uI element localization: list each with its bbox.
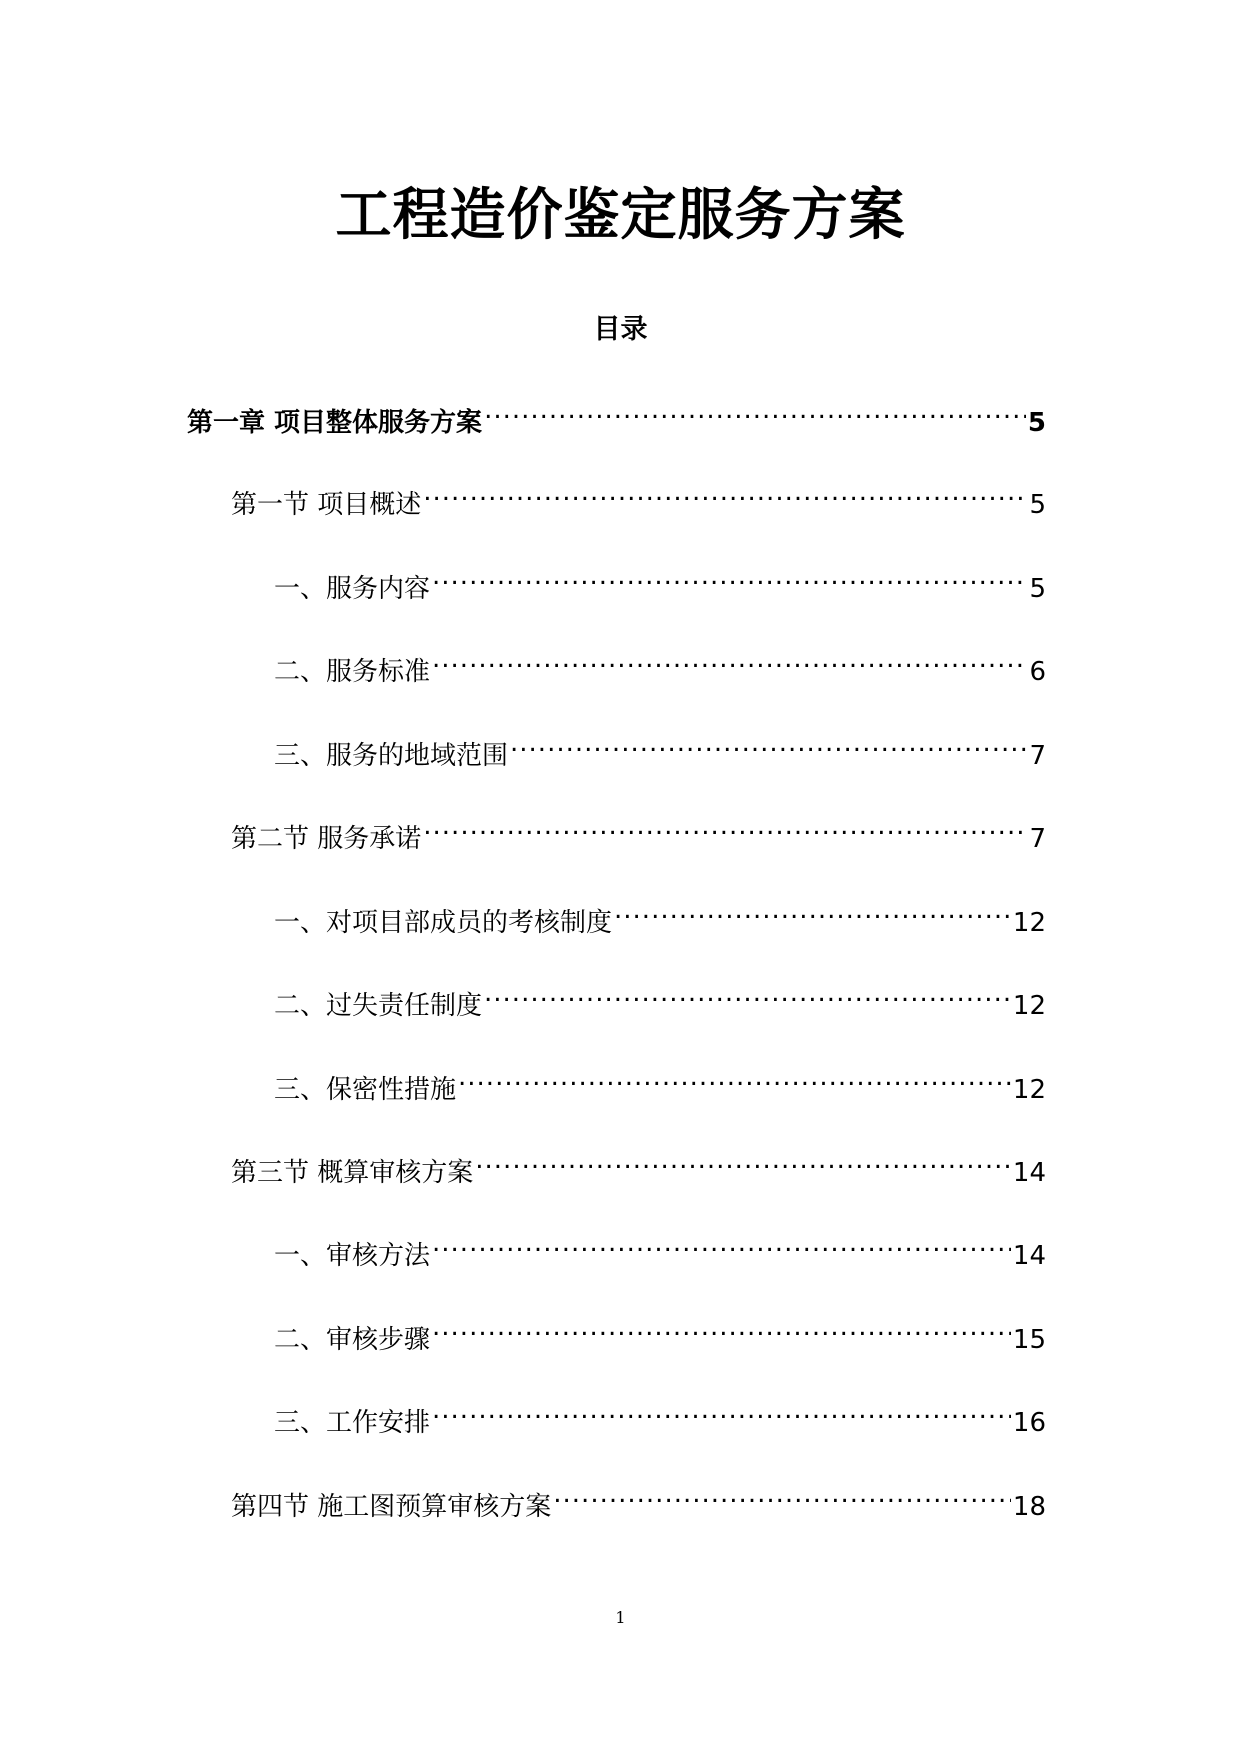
toc-entry-page: 14 <box>1012 1241 1046 1271</box>
toc-entry-label: 二、过失责任制度 <box>274 991 483 1021</box>
toc-entry[interactable] <box>231 1475 1046 1522</box>
toc-entry-page: 15 <box>1012 1325 1046 1355</box>
toc-entry[interactable] <box>187 391 1046 438</box>
toc-entry-label: 第四节 施工图预算审核方案 <box>231 1492 552 1522</box>
toc-entry-page: 5 <box>1029 574 1046 604</box>
toc-entry-page: 14 <box>1012 1158 1046 1188</box>
toc-entry-page: 12 <box>1012 1075 1046 1105</box>
toc-dot-leader <box>423 807 1027 847</box>
toc-dot-leader <box>432 557 1027 597</box>
toc-dot-leader <box>458 1058 1011 1098</box>
toc-dot-leader <box>614 891 1011 931</box>
toc-entry-label: 一、对项目部成员的考核制度 <box>274 908 613 938</box>
toc-entry[interactable] <box>274 724 1046 771</box>
toc-entry-page: 7 <box>1029 741 1046 771</box>
toc-entry[interactable] <box>274 640 1046 687</box>
toc-entry-label: 第一章 项目整体服务方案 <box>187 408 483 438</box>
toc-entry[interactable] <box>274 891 1046 938</box>
toc-entry-label: 第一节 项目概述 <box>231 490 422 520</box>
toc-entry-label: 二、审核步骤 <box>274 1325 431 1355</box>
toc-entry[interactable] <box>274 974 1046 1021</box>
toc-entry-page: 12 <box>1012 991 1046 1021</box>
toc-dot-leader <box>553 1475 1011 1515</box>
toc-dot-leader <box>432 1391 1011 1431</box>
toc-entry-page: 7 <box>1029 824 1046 854</box>
toc-dot-leader <box>432 1308 1011 1348</box>
toc-entry-page: 5 <box>1027 408 1046 438</box>
toc-dot-leader <box>475 1141 1011 1181</box>
toc-entry-label: 第二节 服务承诺 <box>231 824 422 854</box>
toc-dot-leader <box>423 473 1027 513</box>
toc-dot-leader <box>484 974 1011 1014</box>
toc-entry[interactable] <box>231 1141 1046 1188</box>
toc-entry-page: 6 <box>1029 657 1046 687</box>
toc-entry-page: 18 <box>1012 1492 1046 1522</box>
toc-entry-label: 三、工作安排 <box>274 1408 431 1438</box>
page-number: 1 <box>615 1608 626 1627</box>
toc-dot-leader <box>510 724 1027 764</box>
toc-entry[interactable] <box>274 1224 1046 1271</box>
document-title: 工程造价鉴定服务方案 <box>335 183 906 248</box>
toc-entry-page: 5 <box>1029 490 1046 520</box>
toc-entry-page: 16 <box>1012 1408 1046 1438</box>
toc-dot-leader <box>484 391 1026 431</box>
toc-entry-label: 三、保密性措施 <box>274 1075 457 1105</box>
toc-entry[interactable] <box>274 1058 1046 1105</box>
toc-entry-label: 三、服务的地域范围 <box>274 741 509 771</box>
toc-entry[interactable] <box>231 473 1046 520</box>
toc-entry[interactable] <box>274 1308 1046 1355</box>
toc-entry-label: 一、服务内容 <box>274 574 431 604</box>
toc-entry-label: 第三节 概算审核方案 <box>231 1158 474 1188</box>
toc-dot-leader <box>432 640 1027 680</box>
toc-entry[interactable] <box>274 557 1046 604</box>
toc-entry-label: 一、审核方法 <box>274 1241 431 1271</box>
toc-heading: 目录 <box>593 314 648 345</box>
toc-dot-leader <box>432 1224 1011 1264</box>
toc-entry-label: 二、服务标准 <box>274 657 431 687</box>
toc-entry[interactable] <box>231 807 1046 854</box>
toc-entry-page: 12 <box>1012 908 1046 938</box>
toc-entry[interactable] <box>274 1391 1046 1438</box>
